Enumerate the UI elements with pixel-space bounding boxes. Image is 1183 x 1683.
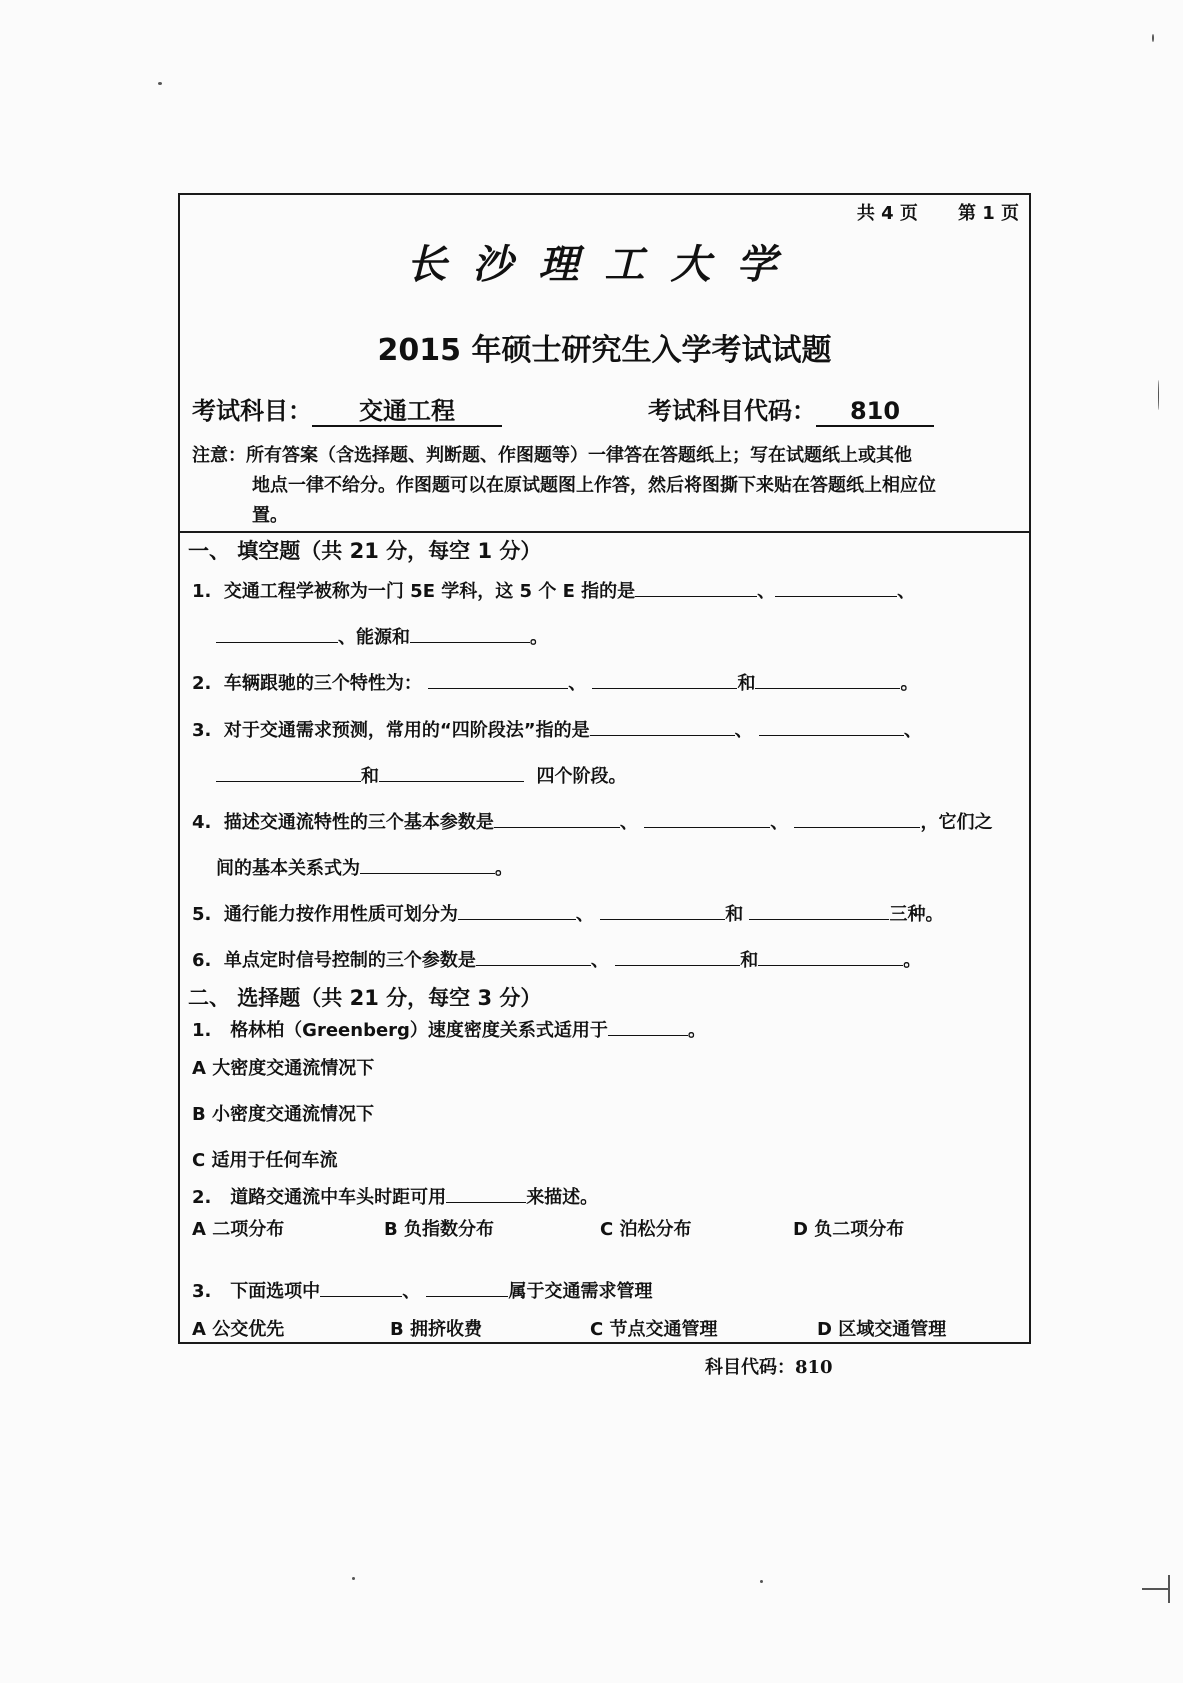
fill-question-3-cont xyxy=(216,762,627,788)
scan-speck xyxy=(1142,1588,1170,1590)
answer-blank[interactable] xyxy=(759,717,904,736)
separator: 、 xyxy=(575,904,594,925)
answer-blank[interactable] xyxy=(635,578,757,597)
exam-title: 2015 年硕士研究生入学考试试题 xyxy=(377,333,832,368)
end-mark: 。 xyxy=(903,950,922,971)
end-mark: 来描述。 xyxy=(526,1187,599,1208)
choice-option-a[interactable]: A 大密度交通流情况下 xyxy=(192,1058,375,1079)
choice-question-3 xyxy=(192,1277,652,1303)
question-text: 通行能力按作用性质可划分为 xyxy=(223,904,458,925)
answer-blank[interactable] xyxy=(216,624,338,643)
scan-speck xyxy=(1158,380,1159,410)
answer-blank[interactable] xyxy=(644,809,770,828)
subject-value: 交通工程 xyxy=(312,397,502,427)
question-text: 交通工程学被称为一门 5E 学科，这 5 个 E 指的是 xyxy=(223,581,636,602)
fill-question-1-cont xyxy=(216,623,548,649)
choice-option-d[interactable]: D 区域交通管理 xyxy=(817,1319,947,1340)
question-text: 描述交通流特性的三个基本参数是 xyxy=(223,812,494,833)
separator: 、 xyxy=(897,581,916,602)
separator: 、 xyxy=(619,812,638,833)
total-pages: 共 4 页 xyxy=(856,203,918,224)
answer-blank[interactable] xyxy=(592,670,737,689)
end-mark: 三种。 xyxy=(889,904,944,925)
choice-question-1 xyxy=(192,1016,706,1042)
fill-question-4 xyxy=(192,808,992,834)
question-text: 格林柏（Greenberg）速度密度关系式适用于 xyxy=(230,1020,608,1041)
university-name: 长沙理工大学 xyxy=(406,241,803,288)
separator: 和 xyxy=(361,766,379,787)
question-number: 2. xyxy=(192,1187,212,1208)
fill-question-5 xyxy=(192,900,943,926)
choice-option-b[interactable]: B 小密度交通流情况下 xyxy=(192,1104,374,1125)
question-number: 6. xyxy=(192,950,212,971)
separator: 、 xyxy=(568,673,587,694)
scan-speck xyxy=(760,1580,763,1583)
separator: 、 xyxy=(770,812,789,833)
question-text: 对于交通需求预测，常用的“四阶段法”指的是 xyxy=(223,720,590,741)
separator: 、 xyxy=(757,581,776,602)
answer-blank[interactable] xyxy=(426,1278,508,1297)
choice-question-2 xyxy=(192,1183,598,1209)
answer-blank[interactable] xyxy=(360,855,495,874)
question-number: 3. xyxy=(192,720,212,741)
answer-blank[interactable] xyxy=(749,901,889,920)
end-mark: 。 xyxy=(530,627,548,648)
notice-line-3: 置。 xyxy=(252,505,288,526)
separator: 、 xyxy=(903,720,922,741)
answer-blank[interactable] xyxy=(476,947,591,966)
answer-blank[interactable] xyxy=(458,901,576,920)
end-mark: 属于交通需求管理 xyxy=(508,1281,653,1302)
header-divider xyxy=(180,531,1029,533)
subject-row xyxy=(192,391,502,427)
fill-question-3 xyxy=(192,716,922,742)
fill-question-1 xyxy=(192,577,915,603)
answer-blank[interactable] xyxy=(600,901,725,920)
footer-subject-code: 科目代码：810 xyxy=(705,1357,833,1378)
scan-speck xyxy=(158,82,162,85)
answer-blank[interactable] xyxy=(615,947,740,966)
fill-question-6 xyxy=(192,946,921,972)
scan-speck xyxy=(352,1577,355,1580)
answer-blank[interactable] xyxy=(428,670,568,689)
code-row xyxy=(648,391,934,427)
answer-blank[interactable] xyxy=(590,717,735,736)
answer-blank[interactable] xyxy=(755,670,900,689)
choice-option-d[interactable]: D 负二项分布 xyxy=(793,1219,905,1240)
separator: 、 xyxy=(402,1281,421,1302)
code-label: 考试科目代码： xyxy=(648,397,816,425)
separator: 、能源和 xyxy=(338,627,410,648)
notice-line-2: 地点一律不给分。作图题可以在原试题图上作答，然后将图撕下来贴在答题纸上相应位 xyxy=(252,475,936,496)
question-number: 2. xyxy=(192,673,212,694)
fill-question-2 xyxy=(192,669,918,695)
answer-blank[interactable] xyxy=(379,763,524,782)
choice-option-c[interactable]: C 节点交通管理 xyxy=(590,1319,718,1340)
question-number: 5. xyxy=(192,904,212,925)
answer-blank[interactable] xyxy=(410,624,530,643)
separator: 、 xyxy=(590,950,609,971)
answer-blank[interactable] xyxy=(494,809,620,828)
answer-blank[interactable] xyxy=(608,1017,688,1036)
choice-option-b[interactable]: B 拥挤收费 xyxy=(390,1319,482,1340)
scan-speck xyxy=(1152,34,1154,42)
section-1-title: 一、 填空题（共 21 分，每空 1 分） xyxy=(188,539,542,563)
scan-speck xyxy=(1168,1575,1170,1603)
end-mark: 。 xyxy=(900,673,919,694)
end-mark: 。 xyxy=(687,1020,706,1041)
answer-blank[interactable] xyxy=(216,763,361,782)
question-text: 间的基本关系式为 xyxy=(216,858,360,879)
question-text: 下面选项中 xyxy=(230,1281,321,1302)
question-number: 3. xyxy=(192,1281,212,1302)
question-text: 车辆跟驰的三个特性为： xyxy=(223,673,422,694)
code-value: 810 xyxy=(816,397,934,427)
question-number: 1. xyxy=(192,1020,212,1041)
separator: 和 xyxy=(737,673,756,694)
choice-option-a[interactable]: A 公交优先 xyxy=(192,1319,285,1340)
question-text: 道路交通流中车头时距可用 xyxy=(230,1187,447,1208)
page-indicator xyxy=(857,199,1019,225)
notice-line-1: 注意：所有答案（含选择题、判断题、作图题等）一律答在答题纸上；写在试题纸上或其他 xyxy=(192,445,912,466)
subject-label: 考试科目： xyxy=(192,397,312,425)
section-2-title: 二、 选择题（共 21 分，每空 3 分） xyxy=(188,986,542,1010)
answer-blank[interactable] xyxy=(794,809,920,828)
answer-blank[interactable] xyxy=(758,947,903,966)
question-number: 4. xyxy=(192,812,212,833)
end-mark: 。 xyxy=(495,858,513,879)
choice-option-a[interactable]: A 二项分布 xyxy=(192,1219,285,1240)
question-tail: ，它们之 xyxy=(920,812,993,833)
separator: 、 xyxy=(734,720,753,741)
answer-blank[interactable] xyxy=(320,1278,402,1297)
choice-option-c[interactable]: C 泊松分布 xyxy=(600,1219,692,1240)
notice xyxy=(192,441,1022,531)
exam-frame xyxy=(178,193,1031,1344)
separator: 和 xyxy=(725,904,744,925)
current-page: 第 1 页 xyxy=(957,203,1019,224)
end-mark: 四个阶段。 xyxy=(536,766,627,787)
choice-option-b[interactable]: B 负指数分布 xyxy=(384,1219,494,1240)
question-text: 单点定时信号控制的三个参数是 xyxy=(223,950,476,971)
separator: 和 xyxy=(740,950,759,971)
answer-blank[interactable] xyxy=(446,1184,526,1203)
question-number: 1. xyxy=(192,581,212,602)
answer-blank[interactable] xyxy=(775,578,897,597)
choice-option-c[interactable]: C 适用于任何车流 xyxy=(192,1150,338,1171)
fill-question-4-cont xyxy=(216,854,513,880)
